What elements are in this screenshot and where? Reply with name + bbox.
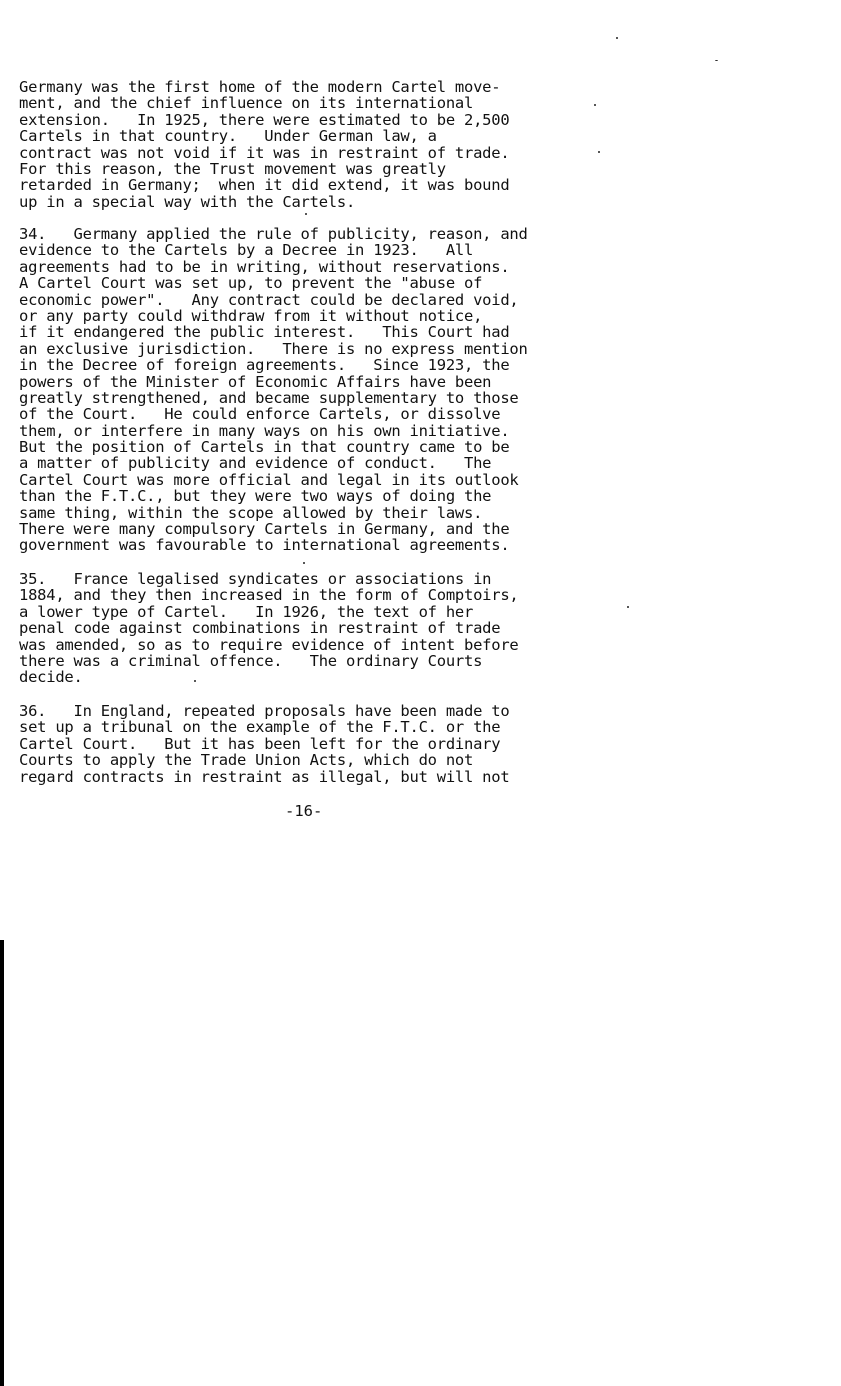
text-line: regard contracts in restraint as illegal, but will not bbox=[19, 767, 510, 786]
text-line: Cartels in that country. Under German law, a bbox=[19, 127, 437, 146]
text-line: contract was not void if it was in restraint of trade. bbox=[19, 143, 510, 162]
text-line: set up a tribunal on the example of the F.T.C. or the bbox=[19, 718, 501, 737]
scan-speck bbox=[616, 37, 618, 39]
text-line: there was a criminal offence. The ordinary Courts bbox=[19, 651, 483, 670]
text-line: up in a special way with the Cartels. bbox=[19, 192, 356, 211]
text-line: evidence to the Cartels by a Decree in 1923. All bbox=[19, 241, 474, 260]
scan-speck bbox=[715, 60, 718, 61]
paragraph-34 bbox=[19, 226, 589, 554]
text-line: same thing, within the scope allowed by their laws. bbox=[19, 503, 483, 522]
scan-speck bbox=[305, 213, 307, 215]
text-line: 36. In England, repeated proposals have been made to bbox=[19, 702, 510, 720]
scan-speck bbox=[303, 562, 305, 564]
text-line: Cartel Court was more official and legal in its outlook bbox=[19, 470, 519, 489]
page-number: -16- bbox=[285, 802, 323, 820]
text-line: economic power". Any contract could be declared void, bbox=[19, 290, 519, 309]
text-line: decide. bbox=[19, 668, 83, 687]
scan-binding-edge bbox=[0, 940, 4, 1386]
text-line: 34. Germany applied the rule of publicity, reason, and bbox=[19, 225, 528, 243]
text-line: ment, and the chief influence on its international bbox=[19, 94, 474, 113]
text-line: an exclusive jurisdiction. There is no express mention bbox=[19, 339, 528, 358]
paragraph-36 bbox=[19, 703, 589, 785]
text-line: Cartel Court. But it has been left for the ordinary bbox=[19, 734, 501, 753]
paragraph-germany-intro bbox=[19, 79, 589, 210]
text-line: Courts to apply the Trade Union Acts, which do not bbox=[19, 751, 474, 770]
paragraph-35 bbox=[19, 571, 589, 686]
text-line: than the F.T.C., but they were two ways of doing the bbox=[19, 487, 492, 506]
text-line: retarded in Germany; when it did extend, it was bound bbox=[19, 176, 510, 195]
scan-speck bbox=[627, 606, 629, 608]
text-line: powers of the Minister of Economic Affairs have been bbox=[19, 372, 492, 391]
text-line: A Cartel Court was set up, to prevent the "abuse of bbox=[19, 274, 483, 293]
text-line: or any party could withdraw from it without notice, bbox=[19, 306, 483, 325]
text-line: a matter of publicity and evidence of conduct. The bbox=[19, 454, 492, 473]
text-line: greatly strengthened, and became supplementary to those bbox=[19, 388, 519, 407]
text-line: penal code against combinations in restraint of trade bbox=[19, 619, 501, 638]
scan-speck bbox=[194, 680, 196, 682]
scan-speck bbox=[598, 151, 600, 153]
text-line: But the position of Cartels in that country came to be bbox=[19, 438, 510, 457]
text-line: There were many compulsory Cartels in Germany, and the bbox=[19, 520, 510, 539]
text-line: 35. France legalised syndicates or associations in bbox=[19, 570, 492, 588]
text-line: Germany was the first home of the modern Cartel move- bbox=[19, 78, 501, 96]
scan-speck bbox=[594, 104, 596, 106]
text-line: was amended, so as to require evidence of intent before bbox=[19, 635, 519, 654]
text-line: a lower type of Cartel. In 1926, the text of her bbox=[19, 602, 474, 621]
text-line: For this reason, the Trust movement was greatly bbox=[19, 159, 446, 178]
text-line: agreements had to be in writing, without reservations. bbox=[19, 257, 510, 276]
text-line: of the Court. He could enforce Cartels, or dissolve bbox=[19, 405, 501, 424]
text-line: if it endangered the public interest. This Court had bbox=[19, 323, 510, 342]
text-line: government was favourable to international agreements. bbox=[19, 536, 510, 555]
text-line: them, or interfere in many ways on his own initiative. bbox=[19, 421, 510, 440]
text-line: extension. In 1925, there were estimated to be 2,500 bbox=[19, 110, 510, 129]
text-line: in the Decree of foreign agreements. Since 1923, the bbox=[19, 356, 510, 375]
text-line: 1884, and they then increased in the form of Comptoirs, bbox=[19, 586, 519, 605]
